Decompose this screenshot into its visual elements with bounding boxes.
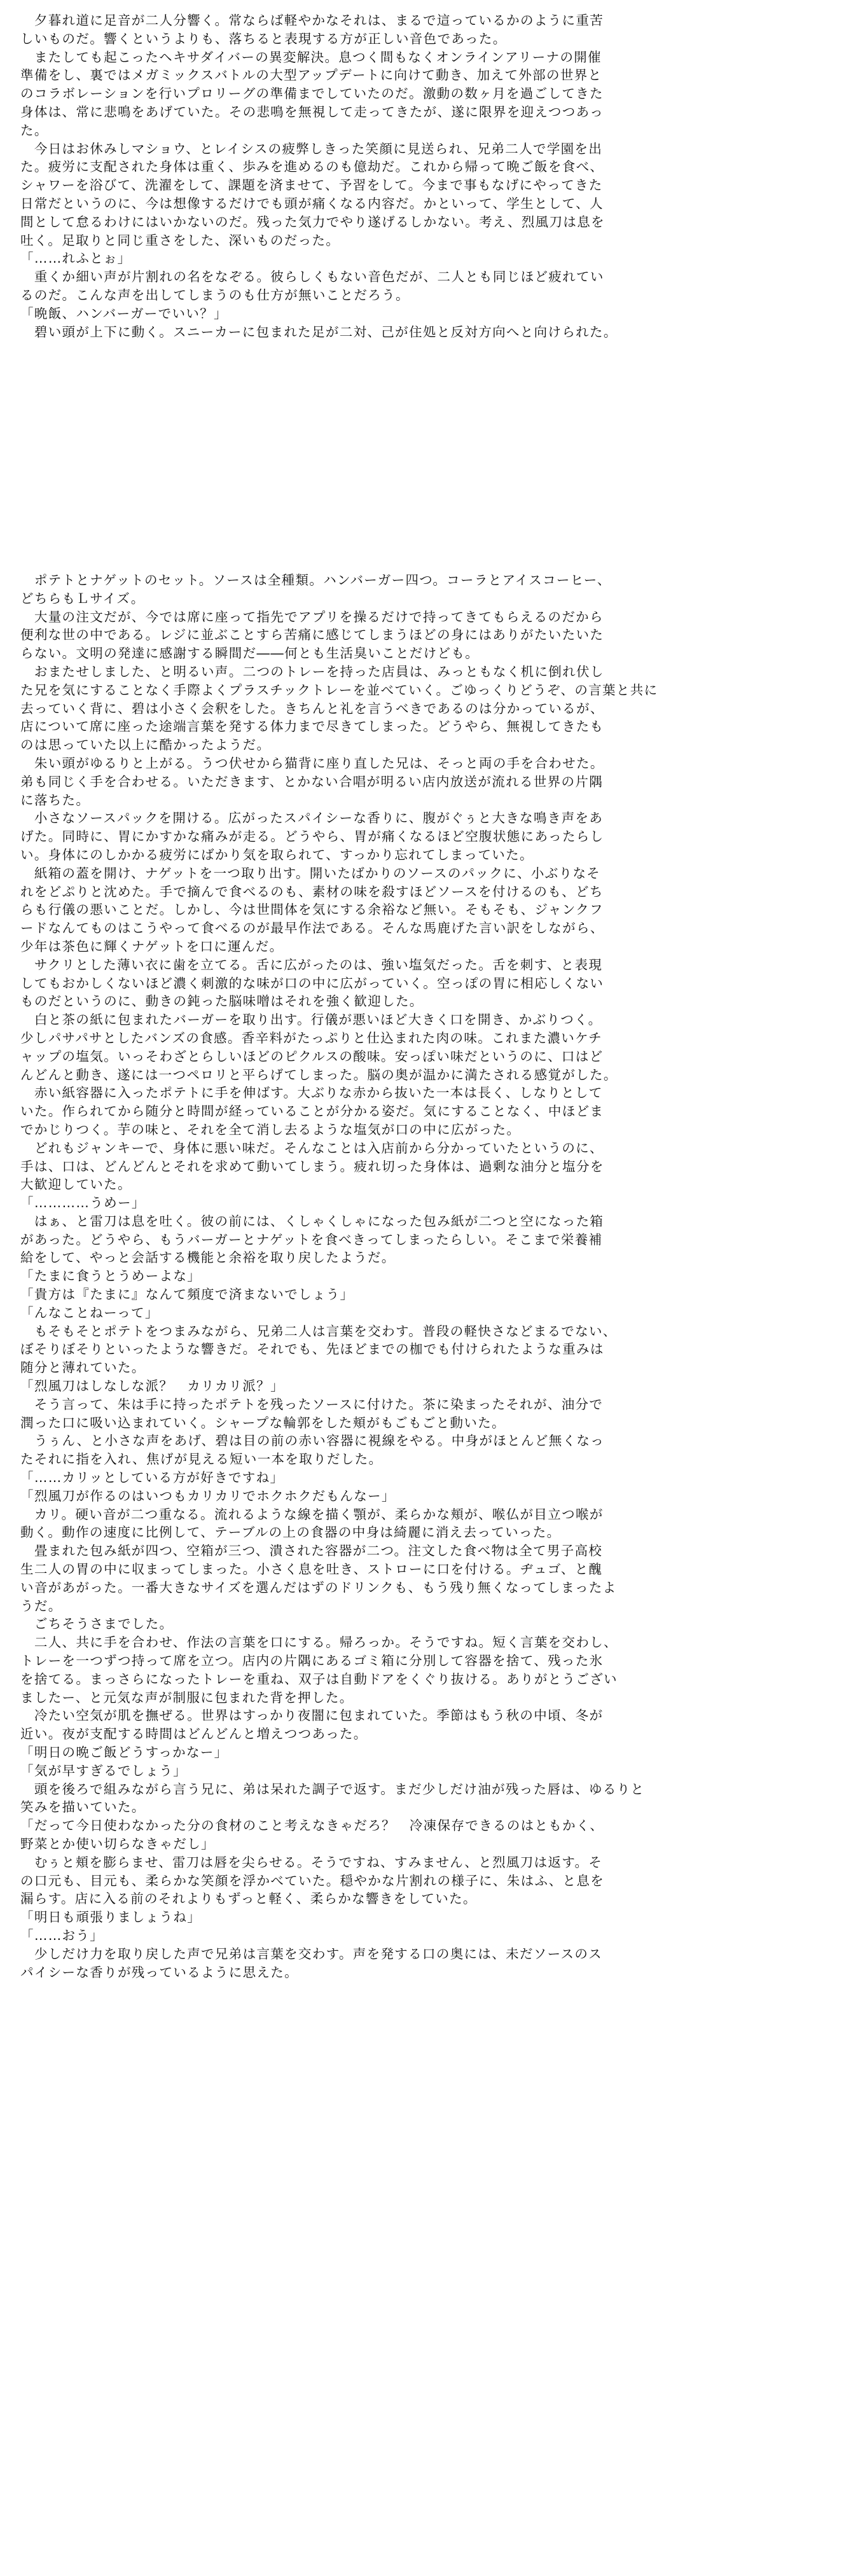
text-line: れをどぷりと沈めた。手で摘んで食べるのも、素材の味を殺すほどソースを付けるのも、どち [20,883,604,899]
text-line: 生二人の胃の中に収まってしまった。小さく息を吐き、ストローに口を付ける。ヂュゴ、と醜 [20,1562,603,1577]
text-line: た。疲労に支配された身体は重く、歩みを進めるのも億劫だ。これから帰って晩ご飯を食べ、 [20,159,604,175]
text-line: 去っていく背に、碧は小さく会釈をした。きちんと礼を言うべきであるのは分かっているが、 [20,700,604,716]
text-line: シャワーを浴びて、洗濯をして、課題を済ませて、予習をして。今まで事もなげにやってきた [20,177,603,193]
text-line: 店について席に座った途端言葉を発する体力まで尽きてしまった。どうやら、無視してきたも [20,719,604,735]
story-section-walk-home [20,11,824,341]
text-line: でかじりつく。芋の味と、それを全て消し去るような塩気が口の中に広がった。 [20,1121,521,1137]
text-line: があった。どうやら、もうバーガーとナゲットを食べきってしまったらしい。そこまで栄養補 [20,1231,603,1247]
text-line: 冷たい空気が肌を撫ぜる。世界はすっかり夜闇に包まれていた。季節はもう秋の中頃、冬が [20,1708,604,1724]
text-line: むぅと頬を膨らませ、雷刀は唇を尖らせる。そうですね、すみません、と烈風刀は返す。そ [20,1854,603,1870]
text-line: パイシーな香りが残っているように思えた。 [20,1964,298,1980]
text-line: 笑みを描いていた。 [20,1799,146,1815]
text-line: らも行儀の悪いことだ。しかし、今は世間体を気にする余裕など無い。そもそも、ジャンクフ [20,902,604,918]
text-line: らない。文明の発達に感謝する瞬間だ――何とも生活臭いことだけども。 [20,646,480,661]
text-line: たそれに指を入れ、焦げが見える短い一本を取りだした。 [20,1451,383,1467]
text-line: 随分と薄れていた。 [20,1360,146,1376]
text-line: 頭を後ろで組みながら言う兄に、弟は呆れた調子で返す。まだ少しだけ油が残った唇は、ゆるりと [20,1781,645,1797]
text-line: ポテトとナゲットのセット。ソースは全種類。ハンバーガー四つ。コーラとアイスコーヒー、 [20,572,611,588]
text-line: のは思っていた以上に酷かったようだ。 [20,737,271,753]
text-line: 赤い紙容器に入ったポテトに手を伸ばす。大ぶりな赤から抜いた一本は長く、しなりとして [20,1085,603,1101]
text-line: るのだ。こんな声を出してしまうのも仕方が無いことだろう。 [20,287,410,303]
story-section-burger-shop [20,571,824,1981]
text-line: ャップの塩気。いっそわざとらしいほどのピクルスの酸味。安っぽい味だというのに、口はど [20,1048,604,1064]
text-line: 近い。夜が支配する時間はどんどんと増えつつあった。 [20,1726,368,1742]
text-line: 大歓迎していた。 [20,1177,132,1193]
text-line: げた。同時に、胃にかすかな痛みが走る。どうやら、胃が痛くなるほど空腹状態にあったらし [20,829,604,845]
text-line: 動く。動作の速度に比例して、テーブルの上の食器の中身は綺麗に消え去っていった。 [20,1525,561,1541]
text-line: を捨てる。まっさらになったトレーを重ね、双子は自動ドアをくぐり抜ける。ありがとうござい [20,1671,618,1687]
text-line: 夕暮れ道に足音が二人分響く。常ならば軽やかなそれは、まるで這っているかのように重苦 [20,13,604,28]
text-line: い。身体にのしかかる疲労にばかり気を取られて、すっかり忘れてしまっていた。 [20,847,534,862]
text-line: 「だって今日使わなかった分の食材のこと考えなきゃだろ？ 冷凍保存できるのはともかく、 [20,1818,604,1834]
text-line: 弟も同じく手を合わせる。いただきます、とかない合唱が明るい店内放送が流れる世界の片隅 [20,773,604,789]
text-line: 少しパサパサとしたバンズの食感。香辛料がたっぷりと仕込まれた肉の味。これまた濃いケチ [20,1030,603,1046]
text-line: 「……おう」 [20,1927,104,1943]
text-line: ごちそうさまでした。 [20,1616,174,1632]
text-line: 白と茶の紙に包まれたバーガーを取り出す。行儀が悪いほど大きく口を開き、かぶりつく。 [20,1012,602,1028]
text-line: ましたー、と元気な声が制服に包まれた背を押した。 [20,1689,354,1705]
text-line: 朱い頭がゆるりと上がる。うつ伏せから猫背に座り直した兄は、そっと両の手を合わせた。 [20,755,604,771]
text-line: 手は、口は、どんどんとそれを求めて動いてしまう。疲れ切った身体は、過剰な油分と塩分を [20,1158,604,1174]
text-line: はぁ、と雷刀は息を吐く。彼の前には、くしゃくしゃになった包み紙が二つと空になった箱 [20,1213,604,1229]
text-line: に落ちた。 [20,792,90,808]
text-line: 日常だというのに、今は想像するだけでも頭が痛くなる内容だ。かといって、学生として、人 [20,195,604,211]
text-line: 間として怠るわけにはいかないのだ。残った気力でやり遂げるしかない。考え、烈風刀は息を [20,214,605,230]
text-line: 準備をし、裏ではメガミックスバトルの大型アップデートに向けて動き、加えて外部の世界と [20,67,602,83]
text-line: のコラボレーションを行いプロリーグの準備までしていたのだ。激動の数ヶ月を過ごしてきた [20,86,604,102]
text-line: 少年は茶色に輝くナゲットを口に運んだ。 [20,938,284,954]
text-line: 碧い頭が上下に動く。スニーカーに包まれた足が二対、己が住処と反対方向へと向けられた。 [20,324,618,340]
text-line: そう言って、朱は手に持ったポテトを残ったソースに付けた。茶に染まったそれが、油分で [20,1396,604,1412]
text-line: ものだというのに、動きの鈍った脳味噌はそれを強く歓迎した。 [20,994,424,1009]
text-line: 「貴方は『たまに』なんて頻度で済まないでしょう」 [20,1287,354,1303]
text-line: 給をして、やっと会話する機能と余裕を取り戻したようだ。 [20,1250,396,1266]
text-line: 「気が早すぎるでしょう」 [20,1762,187,1778]
text-line: 紙箱の蓋を開け、ナゲットを一つ取り出す。開いたばかりのソースのパックに、小ぶりなそ [20,865,601,881]
text-line: トレーを一つずつ持って席を立つ。店内の片隅にあるゴミ箱に分別して容器を捨て、残った氷 [20,1653,604,1669]
text-line: 二人、共に手を合わせ、作法の言葉を口にする。帰ろっか。そうですね。短く言葉を交わし、 [20,1635,618,1651]
text-line: 「烈風刀が作るのはいつもカリカリでホクホクだもんなー」 [20,1488,396,1504]
text-line: どれもジャンキーで、身体に悪い味だ。そんなことは入店前から分かっていたというのに、 [20,1140,604,1156]
text-line: カリ。硬い音が二つ重なる。流れるような線を描く顎が、柔らかな頬が、喉仏が目立つ喉が [20,1506,604,1522]
text-line: 少しだけ力を取り戻した声で兄弟は言葉を交わす。声を発する口の奥には、未だソースのス [20,1946,603,1962]
text-line: 身体は、常に悲鳴をあげていた。その悲鳴を無視して走ってきたが、遂に限界を迎えつつあっ [20,104,604,120]
text-line: 「明日の晩ご飯どうすっかなー」 [20,1745,228,1760]
text-line: もそもそとポテトをつまみながら、兄弟二人は言葉を交わす。普段の軽快さなどまるでない、 [20,1323,617,1339]
text-line: 「……カリッとしている方が好きですね」 [20,1470,284,1486]
text-line: いた。作られてから随分と時間が経っていることが分かる姿だ。気にすることなく、中ほどま [20,1104,604,1119]
text-line: た兄を気にすることなく手際よくプラスチックトレーを並べていく。ごゆっくりどうぞ、の言葉と共に [20,682,658,698]
text-line: おまたせしました、と明るい声。二つのトレーを持った店員は、みっともなく机に倒れ伏し [20,663,604,679]
text-line: うぅん、と小さな声をあげ、碧は目の前の赤い容器に視線をやる。中身がほとんど無くなっ [20,1433,605,1449]
text-line: 「たまに食うとうめーよな」 [20,1268,202,1284]
text-line: サクリとした薄い衣に歯を立てる。舌に広がったのは、強い塩気だった。舌を刺す、と表現 [20,957,603,973]
text-line: ぼそりぼそりといったような響きだ。それでも、先ほどまでの枷でも付けられたような重みは [20,1341,604,1357]
text-line: 「…………うめー」 [20,1195,146,1211]
text-line: 吐く。足取りと同じ重さをした、深いものだった。 [20,232,340,248]
text-line: またしても起こったヘキサダイバーの異変解決。息つく間もなくオンラインアリーナの開催 [20,49,602,65]
text-line: 「晩飯、ハンバーガーでいい？」 [20,305,228,321]
text-line: 「んなことねーって」 [20,1305,159,1320]
text-line: 小さなソースパックを開ける。広がったスパイシーな香りに、腹がぐぅと大きな鳴き声をあ [20,810,604,826]
text-line: しいものだ。響くというよりも、落ちると表現する方が正しい音色であった。 [20,31,507,46]
text-line: 重くか細い声が片割れの名をなぞる。彼らしくもない音色だが、二人とも同じほど疲れてい [20,269,604,285]
text-line: 今日はお休みしマショウ、とレイシスの疲弊しきった笑顔に見送られ、兄弟二人で学園を出 [20,141,603,156]
text-line: 畳まれた包み紙が四つ、空箱が三つ、潰された容器が二つ。注文した食べ物は全て男子高校 [20,1543,603,1559]
text-line: んどんと動き、遂には一つペロリと平らげてしまった。脳の奥が温かに満たされる感覚がした。 [20,1067,618,1083]
text-line: 便利な世の中である。レジに並ぶことすら苦痛に感じてしまうほどの身にはありがたいたいた [20,627,604,643]
text-line: い音があがった。一番大きなサイズを選んだはずのドリンクも、もう残り無くなってしまったよ [20,1579,617,1595]
text-line: 「……れふとぉ」 [20,251,132,267]
text-line: 大量の注文だが、今では席に座って指先でアプリを操るだけで持ってきてもらえるのだから [20,609,604,625]
text-line: た。 [20,122,48,138]
text-line: ードなんてものはこうやって食べるのが最早作法である。そんな馬鹿げた言い訳をしながら、 [20,920,604,936]
text-line: の口元も、目元も、柔らかな笑顔を浮かべていた。穏やかな片割れの様子に、朱はふ、と息を [20,1873,605,1888]
text-line: してもおかしくないほど濃く刺激的な味が口の中に広がっていく。空っぽの胃に相応しくない [20,975,604,991]
text-line: 「烈風刀はしなしな派？ カリカリ派？」 [20,1378,284,1394]
text-line: 「明日も頑張りましょうね」 [20,1909,202,1925]
text-line: うだ。 [20,1598,62,1614]
text-line: どちらもＬサイズ。 [20,590,145,606]
text-line: 漏らす。店に入る前のそれよりもずっと軽く、柔らかな響きをしていた。 [20,1891,477,1907]
text-line: 野菜とか使い切らなきゃだし」 [20,1836,215,1852]
text-line: 潤った口に吸い込まれていく。シャープな輪郭をした頬がもごもごと動いた。 [20,1415,506,1430]
